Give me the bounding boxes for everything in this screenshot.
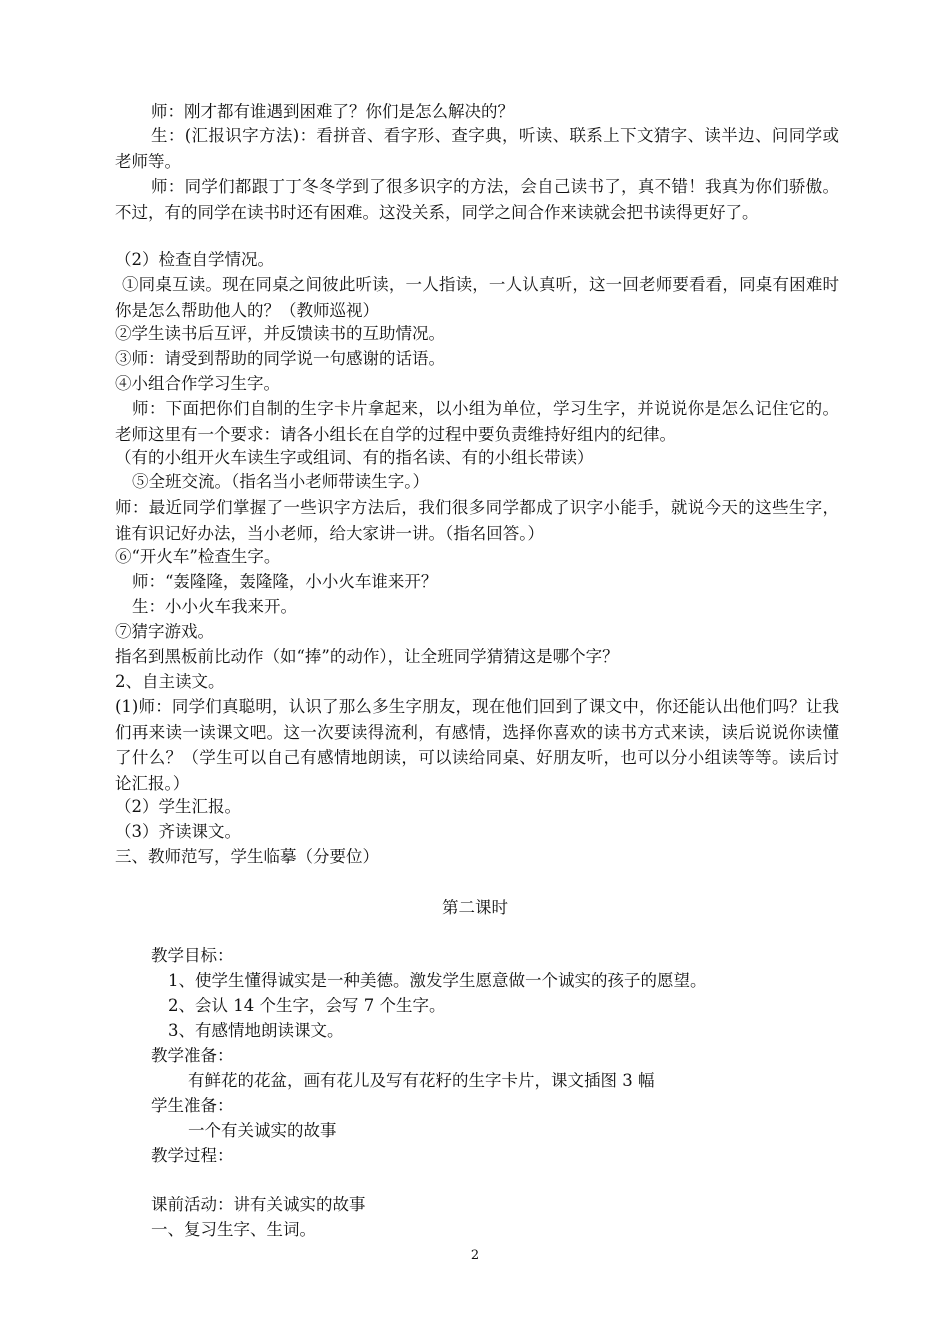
paragraph: 师：下面把你们自制的生字卡片拿起来，以小组为单位，学习生字，并说说你是怎么记住它的。老师这里有一个要求：请各小组长在自学的过程中要负责维持好组内的纪律。 (115, 399, 839, 444)
paragraph: 一、复习生字、生词。 (151, 1220, 316, 1239)
paragraph: 生：(汇报识字方法)：看拼音、看字形、查字典，听读、联系上下文猜字、读半边、问同学或老师等。 (115, 126, 839, 171)
paragraph: （3）齐读课文。 (115, 822, 241, 841)
paragraph: 1、使学生懂得诚实是一种美德。激发学生愿意做一个诚实的孩子的愿望。 (168, 971, 707, 990)
paragraph: 教学目标： (151, 946, 234, 965)
paragraph: 师：同学们都跟丁丁冬冬学到了很多识字的方法，会自己读书了，真不错！我真为你们骄傲。不过，有的同学在读书时还有困难。这没关系，同学之间合作来读就会把书读得更好了。 (115, 177, 839, 222)
paragraph: (1)师：同学们真聪明，认识了那么多生字朋友，现在他们回到了课文中，你还能认出他们吗？让我们再来读一读课文吧。这一次要读得流利，有感情，选择你喜欢的读书方式来读，读后说说你读懂了什么？（学生可以自己有感情地朗读，可以读给同桌、好朋友听，也可以分小组读等等。读后讨论汇报。） (115, 697, 839, 793)
paragraph: 一个有关诚实的故事 (188, 1121, 337, 1140)
paragraph: 教学过程： (151, 1146, 234, 1165)
paragraph: 2、自主读文。 (115, 672, 225, 691)
paragraph: （2）学生汇报。 (115, 797, 241, 816)
paragraph: 三、教师范写，学生临摹（分要位） (115, 847, 379, 866)
paragraph: 有鲜花的花盆，画有花儿及写有花籽的生字卡片，课文插图 3 幅 (188, 1071, 655, 1090)
paragraph: 学生准备： (151, 1096, 234, 1115)
section-title: 第二课时 (442, 898, 508, 917)
paragraph: 课前活动：讲有关诚实的故事 (151, 1195, 366, 1214)
paragraph: 师：刚才都有谁遇到困难了？你们是怎么解决的？ (151, 102, 514, 121)
paragraph: 2、会认 14 个生字，会写 7 个生字。 (168, 996, 446, 1015)
paragraph: ①同桌互读。现在同桌之间彼此听读，一人指读，一人认真听，这一回老师要看看，同桌有困难时你是怎么帮助他人的？（教师巡视） (115, 275, 839, 320)
paragraph: ④小组合作学习生字。 (115, 374, 280, 393)
paragraph: ⑦猜字游戏。 (115, 622, 214, 641)
paragraph: 师：“轰隆隆，轰隆隆，小小火车谁来开？ (132, 572, 438, 591)
paragraph: 师：最近同学们掌握了一些识字方法后，我们很多同学都成了识字小能手，就说今天的这些生字，谁有识记好办法，当小老师，给大家讲一讲。（指名回答。） (115, 498, 839, 543)
page-number: 2 (470, 1248, 480, 1263)
paragraph: ⑤全班交流。（指名当小老师带读生字。） (132, 472, 429, 491)
paragraph: （2）检查自学情况。 (115, 250, 274, 269)
paragraph: 3、有感情地朗读课文。 (168, 1021, 344, 1040)
paragraph: 生：小小火车我来开。 (132, 597, 297, 616)
paragraph: ③师：请受到帮助的同学说一句感谢的话语。 (115, 349, 445, 368)
paragraph: 教学准备： (151, 1046, 234, 1065)
paragraph: （有的小组开火车读生字或组词、有的指名读、有的小组长带读） (115, 448, 594, 467)
paragraph: ②学生读书后互评，并反馈读书的互助情况。 (115, 324, 445, 343)
paragraph: 指名到黑板前比动作（如“捧”的动作），让全班同学猜猜这是哪个字？ (115, 647, 619, 666)
paragraph: ⑥“开火车”检查生字。 (115, 547, 281, 566)
